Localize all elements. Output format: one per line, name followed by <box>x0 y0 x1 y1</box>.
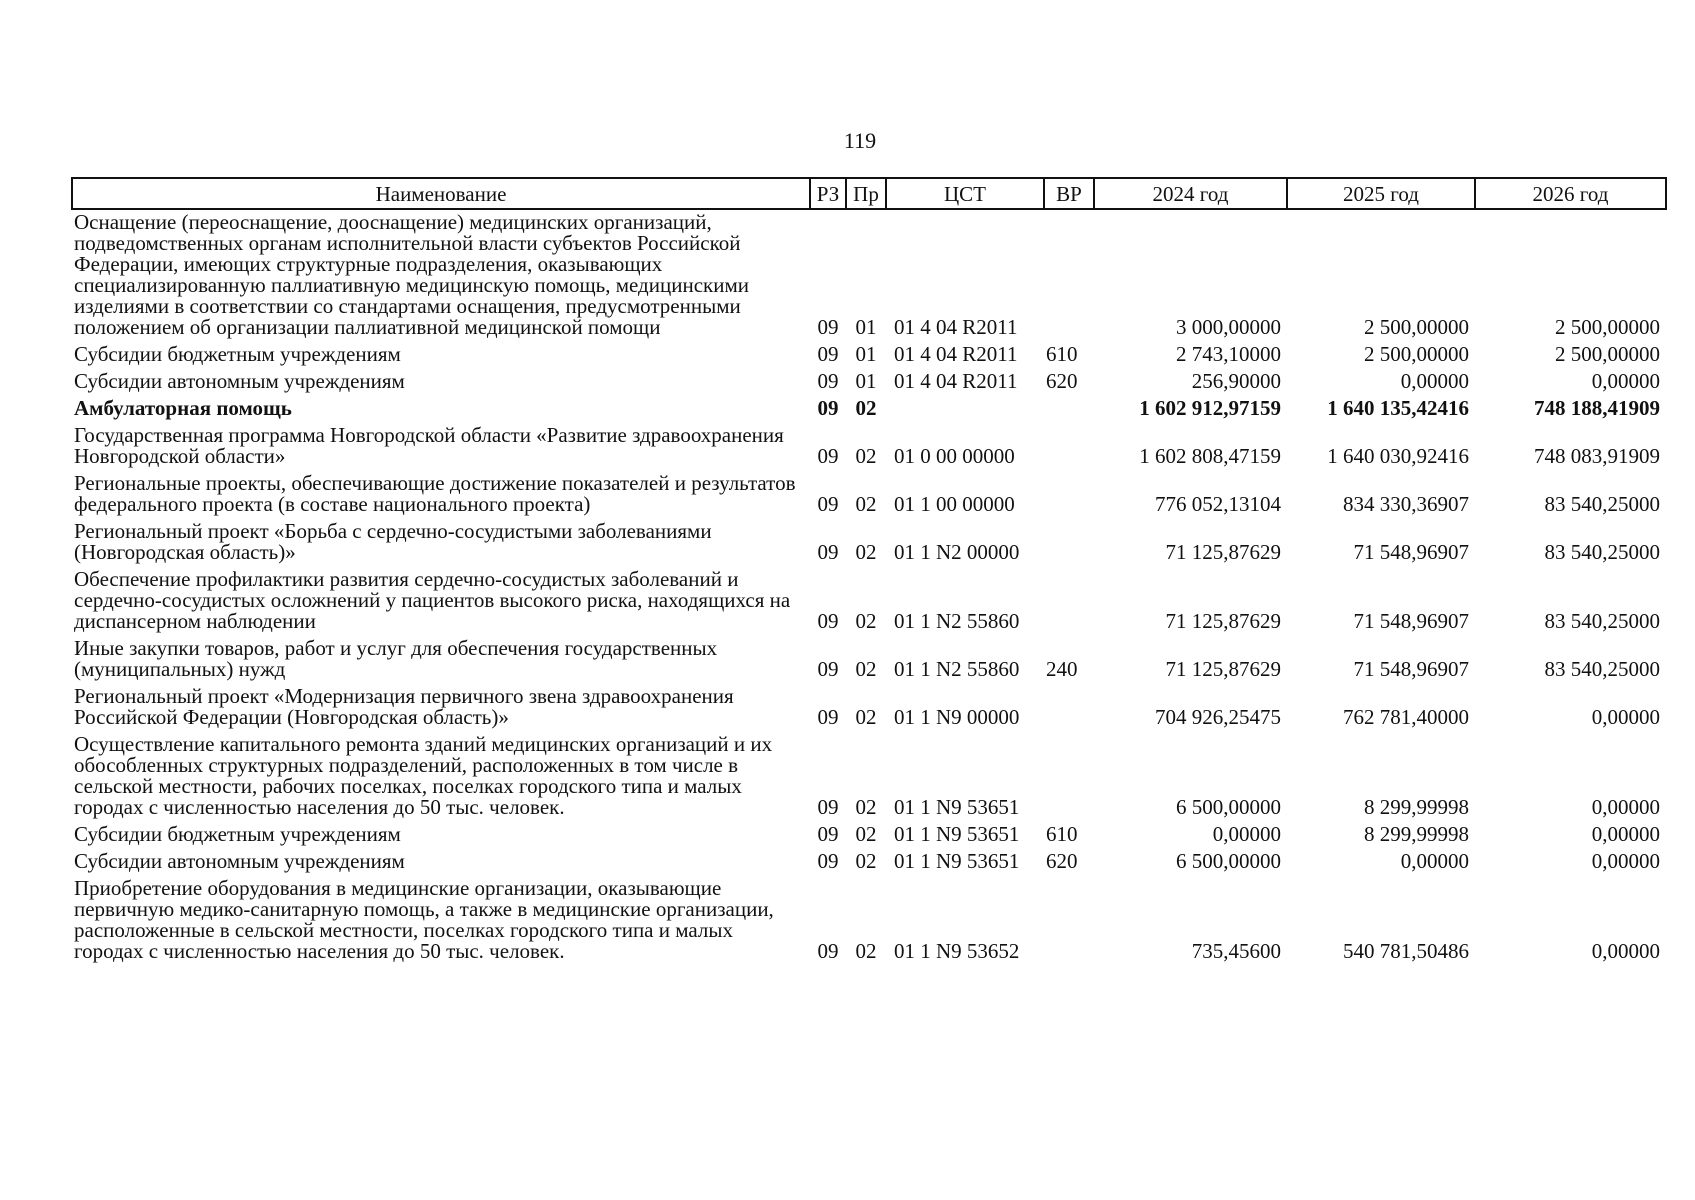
table-row <box>72 684 1666 732</box>
cell-2026: 83 540,25000 <box>1544 540 1660 564</box>
cell-2024: 776 052,13104 <box>1155 492 1281 516</box>
cell-name: Иные закупки товаров, работ и услуг для обеспечения государственных (муниципальных) нужд <box>74 636 718 681</box>
cell-2025: 71 548,96907 <box>1353 657 1469 681</box>
cell-cst: 01 1 N2 55860 <box>894 657 1020 681</box>
cell-2024: 3 000,00000 <box>1176 315 1281 339</box>
table-row <box>72 822 1666 849</box>
cell-2025: 762 781,40000 <box>1343 705 1469 729</box>
table-row <box>72 849 1666 876</box>
header-pr: Пр <box>846 178 886 209</box>
cell-cst: 01 1 N9 53652 <box>894 939 1020 963</box>
table-row <box>72 567 1666 636</box>
cell-vr: 610 <box>1046 342 1078 366</box>
cell-pr: 02 <box>855 492 877 516</box>
cell-vr: 240 <box>1046 657 1078 681</box>
cell-vr <box>1044 396 1094 423</box>
cell-2024: 71 125,87629 <box>1165 609 1281 633</box>
cell-pr: 02 <box>855 795 877 819</box>
cell-2024: 2 743,10000 <box>1176 342 1281 366</box>
cell-cst: 01 1 N2 55860 <box>894 609 1020 633</box>
cell-2026: 0,00000 <box>1591 369 1660 393</box>
header-cst: ЦСТ <box>886 178 1044 209</box>
cell-cst: 01 0 00 00000 <box>894 444 1015 468</box>
header-rz: РЗ <box>810 178 846 209</box>
cell-2026: 2 500,00000 <box>1555 342 1660 366</box>
cell-rz: 09 <box>817 492 839 516</box>
cell-2025: 71 548,96907 <box>1353 540 1469 564</box>
cell-pr: 02 <box>855 822 877 846</box>
cell-vr <box>1044 423 1094 471</box>
table-row <box>72 369 1666 396</box>
cell-cst: 01 1 00 00000 <box>894 492 1015 516</box>
table-row <box>72 636 1666 684</box>
cell-pr: 02 <box>855 396 877 420</box>
cell-cst <box>886 396 1044 423</box>
cell-vr: 620 <box>1046 369 1078 393</box>
cell-rz: 09 <box>817 444 839 468</box>
cell-2024: 704 926,25475 <box>1155 705 1281 729</box>
cell-cst: 01 1 N9 53651 <box>894 849 1020 873</box>
cell-2024: 6 500,00000 <box>1176 795 1281 819</box>
header-name: Наименование <box>72 178 810 209</box>
cell-rz: 09 <box>817 396 839 420</box>
cell-2024: 256,90000 <box>1191 369 1281 393</box>
cell-pr: 02 <box>855 540 877 564</box>
cell-vr <box>1044 471 1094 519</box>
cell-2026: 2 500,00000 <box>1555 315 1660 339</box>
cell-2025: 2 500,00000 <box>1364 315 1469 339</box>
cell-vr: 620 <box>1046 849 1078 873</box>
cell-2026: 0,00000 <box>1591 849 1660 873</box>
cell-name: Государственная программа Новгородской области «Развитие здравоохранения Новгородской области» <box>74 423 784 468</box>
cell-rz: 09 <box>817 657 839 681</box>
table-row <box>72 519 1666 567</box>
cell-pr: 01 <box>855 342 877 366</box>
cell-rz: 09 <box>817 849 839 873</box>
header-2025: 2025 год <box>1287 178 1475 209</box>
cell-vr <box>1044 732 1094 822</box>
cell-rz: 09 <box>817 795 839 819</box>
table-row <box>72 342 1666 369</box>
cell-name: Амбулаторная помощь <box>74 396 292 420</box>
cell-2024: 735,45600 <box>1191 939 1281 963</box>
table-body <box>72 209 1666 966</box>
cell-2026: 748 188,41909 <box>1534 396 1660 420</box>
cell-2025: 0,00000 <box>1400 849 1469 873</box>
cell-vr <box>1044 684 1094 732</box>
cell-rz: 09 <box>817 369 839 393</box>
table-row <box>72 423 1666 471</box>
cell-rz: 09 <box>817 315 839 339</box>
cell-2025: 1 640 030,92416 <box>1327 444 1469 468</box>
cell-2025: 8 299,99998 <box>1364 795 1469 819</box>
cell-name: Приобретение оборудования в медицинские организации, оказывающие первичную медико-санитарную помощь, а также в медицинские организации, расположенные в сельской местности, поселках городского типа и малых городах с численностью населения до 50 тыс. человек. <box>74 876 774 963</box>
cell-name: Оснащение (переоснащение, дооснащение) медицинских организаций, подведомственных органам исполнительной власти субъектов Российской Федерации, имеющих структурные подразделения, оказывающих специализированную паллиативную медицинскую помощь, медицинскими изделиями в соответствии со стандартами оснащения, предусмотренными положением об организации паллиативной медицинской помощи <box>74 210 749 339</box>
cell-rz: 09 <box>817 342 839 366</box>
cell-name: Осуществление капитального ремонта зданий медицинских организаций и их обособленных структурных подразделений, расположенных в том числе в сельской местности, рабочих поселках, поселках городского типа и малых городах с численностью населения до 50 тыс. человек. <box>74 732 773 819</box>
cell-2025: 0,00000 <box>1400 369 1469 393</box>
cell-2026: 0,00000 <box>1591 822 1660 846</box>
cell-cst: 01 1 N9 53651 <box>894 795 1020 819</box>
cell-name: Региональный проект «Модернизация первичного звена здравоохранения Российской Федерации (Новгородская область)» <box>74 684 734 729</box>
cell-2026: 0,00000 <box>1591 795 1660 819</box>
cell-2025: 71 548,96907 <box>1353 609 1469 633</box>
cell-cst: 01 4 04 R2011 <box>894 342 1018 366</box>
cell-pr: 02 <box>855 849 877 873</box>
cell-rz: 09 <box>817 705 839 729</box>
table-row <box>72 396 1666 423</box>
cell-name: Обеспечение профилактики развития сердечно-сосудистых заболеваний и сердечно-сосудистых осложнений у пациентов высокого риска, находящихся на диспансерном наблюдении <box>74 567 791 633</box>
table-row <box>72 471 1666 519</box>
cell-name: Субсидии автономным учреждениям <box>74 849 405 873</box>
cell-rz: 09 <box>817 939 839 963</box>
cell-2024: 1 602 912,97159 <box>1139 396 1281 420</box>
cell-pr: 01 <box>855 369 877 393</box>
cell-pr: 02 <box>855 609 877 633</box>
cell-vr <box>1044 567 1094 636</box>
cell-2026: 83 540,25000 <box>1544 657 1660 681</box>
cell-cst: 01 4 04 R2011 <box>894 369 1018 393</box>
cell-vr <box>1044 876 1094 966</box>
cell-2024: 6 500,00000 <box>1176 849 1281 873</box>
cell-vr <box>1044 209 1094 342</box>
cell-2024: 0,00000 <box>1212 822 1281 846</box>
cell-2025: 1 640 135,42416 <box>1327 396 1469 420</box>
page-number: 119 <box>843 128 877 153</box>
cell-2026: 0,00000 <box>1591 705 1660 729</box>
header-vr: ВР <box>1044 178 1094 209</box>
cell-name: Субсидии бюджетным учреждениям <box>74 342 401 366</box>
cell-2026: 83 540,25000 <box>1544 609 1660 633</box>
cell-pr: 01 <box>855 315 877 339</box>
header-2024: 2024 год <box>1094 178 1287 209</box>
budget-table <box>71 177 1667 966</box>
cell-2026: 0,00000 <box>1591 939 1660 963</box>
header-2026: 2026 год <box>1475 178 1666 209</box>
cell-pr: 02 <box>855 939 877 963</box>
cell-name: Региональные проекты, обеспечивающие достижение показателей и результатов федерального проекта (в составе национального проекта) <box>74 471 796 516</box>
cell-2024: 1 602 808,47159 <box>1139 444 1281 468</box>
cell-name: Субсидии автономным учреждениям <box>74 369 405 393</box>
cell-pr: 02 <box>855 705 877 729</box>
table-header-row <box>72 178 1666 209</box>
cell-rz: 09 <box>817 609 839 633</box>
cell-name: Региональный проект «Борьба с сердечно-сосудистыми заболеваниями (Новгородская область)» <box>74 519 712 564</box>
table-row <box>72 732 1666 822</box>
cell-rz: 09 <box>817 540 839 564</box>
cell-pr: 02 <box>855 444 877 468</box>
cell-cst: 01 1 N9 00000 <box>894 705 1020 729</box>
cell-name: Субсидии бюджетным учреждениям <box>74 822 401 846</box>
cell-2025: 834 330,36907 <box>1343 492 1469 516</box>
cell-2025: 540 781,50486 <box>1343 939 1469 963</box>
cell-2024: 71 125,87629 <box>1165 540 1281 564</box>
cell-vr: 610 <box>1046 822 1078 846</box>
cell-2025: 8 299,99998 <box>1364 822 1469 846</box>
cell-2024: 71 125,87629 <box>1165 657 1281 681</box>
cell-vr <box>1044 519 1094 567</box>
cell-2025: 2 500,00000 <box>1364 342 1469 366</box>
cell-cst: 01 4 04 R2011 <box>894 315 1018 339</box>
cell-cst: 01 1 N2 00000 <box>894 540 1020 564</box>
table-row <box>72 209 1666 342</box>
cell-rz: 09 <box>817 822 839 846</box>
cell-cst: 01 1 N9 53651 <box>894 822 1020 846</box>
table-row <box>72 876 1666 966</box>
cell-pr: 02 <box>855 657 877 681</box>
cell-2026: 83 540,25000 <box>1544 492 1660 516</box>
cell-2026: 748 083,91909 <box>1534 444 1660 468</box>
